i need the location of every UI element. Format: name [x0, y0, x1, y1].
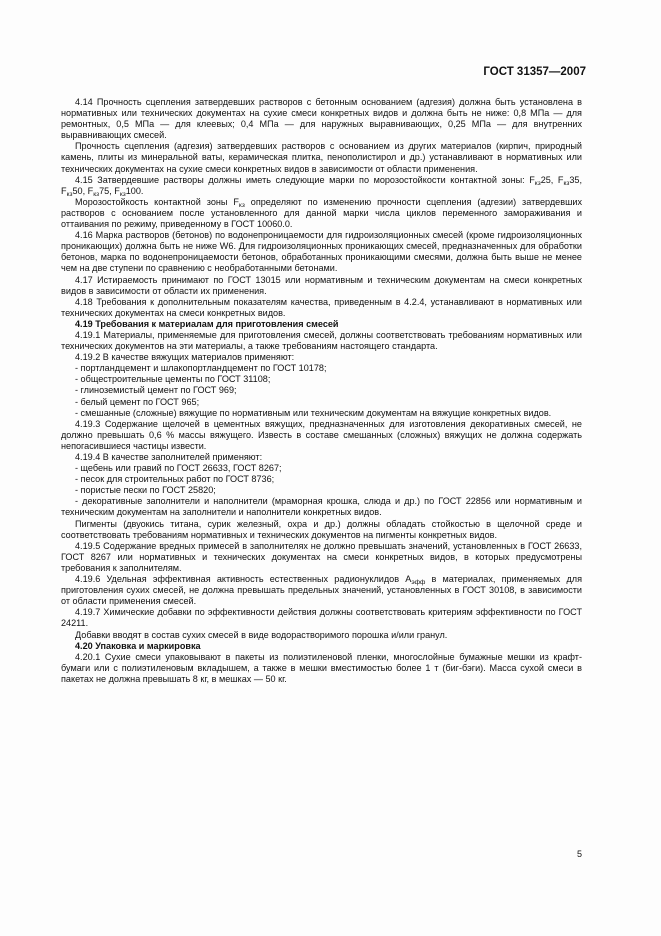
list-item: - декоративные заполнители и наполнители (мраморная крошка, слюда и др.) по ГОСТ 22856 или нормативным и техническим документам на заполнители и наполнители конкретных видов.: [61, 496, 582, 518]
list-item: - щебень или гравий по ГОСТ 26633, ГОСТ 8267;: [75, 463, 282, 474]
paragraph-adhesion-other: Прочность сцепления (адгезия) затвердевших растворов с основанием из других материалов (кирпич, природный камень, плиты из минеральной ваты, керамическая плитка, пенополистирол и др.) устанавливают в нормативных или технических документах на сухие смеси конкретных видов в зависимости от области применения.: [61, 141, 582, 174]
section-heading-4-19: 4.19 Требования к материалам для приготовления смесей: [75, 318, 339, 329]
document-body: [61, 97, 582, 685]
list-item: - песок для строительных работ по ГОСТ 8736;: [75, 474, 275, 485]
paragraph-4-19-6: 4.19.6 Удельная эффективная активность естественных радионуклидов $А_{эфф}$ в материалах, применяемых для приготовления сухих смесей, не должна превышать предельных значений, установленных в ГОСТ 30108, в зависимости от области применения смесей.: [61, 574, 583, 607]
list-item: - смешанные (сложные) вяжущие по нормативным или техническим документам на вяжущие конкретных видов.: [75, 407, 552, 418]
paragraph-4-20-1: 4.20.1 Сухие смеси упаковывают в пакеты из полиэтиленовой пленки, многослойные бумажные мешки из крафт-бумаги или с полиэтиленовым вкладышем, а также в мешки вместимостью более 1 т (биг-бэги). Масса сухой смеси в пакетах не должна превышать 8 кг, в мешках — 50 кг.: [61, 651, 582, 684]
paragraph-4-17: 4.17 Истираемость принимают по ГОСТ 13015 или нормативным и техническим документам на смеси конкретных видов в зависимости от области их применения.: [61, 274, 582, 296]
paragraph-4-19-7: 4.19.7 Химические добавки по эффективности действия должны соответствовать критериям эффективности по ГОСТ 24211.: [61, 607, 582, 629]
paragraph-4-15: 4.15 Затвердевшие растворы должны иметь следующие марки по морозостойкости контактной зоны: $F_{кз}25$, $F_{кз}35$, $F_{кз}50$, $F_{кз}75$, $F_{кз}100$.: [61, 174, 582, 198]
paragraph-4-14: 4.14 Прочность сцепления затвердевших растворов с бетонным основанием (адгезия) должна быть установлена в нормативных или технических документах на сухие смеси конкретных видов и должна быть не ниже: 0,8 МПа — для ремонтных, 0,5 МПа — для клеевых; 0,4 МПа — для наружных выравнивающих, 0,25 МПа — для внутренних выравнивающих смесей.: [61, 97, 582, 141]
paragraph-4-16: 4.16 Марка растворов (бетонов) по водонепроницаемости для гидроизоляционных смесей (кроме гидроизоляционных проникающих) должна быть не ниже W6. Для гидроизоляционных проникающих смесей, предназначенных для обработки бетонов, марка по водонепроницаемости бетонов, обработанных проникающими смесями, должна быть выше не менее чем на две ступени по сравнению с необработанными бетонами.: [61, 230, 582, 274]
paragraph-4-19-4: 4.19.4 В качестве заполнителей применяют:: [75, 452, 263, 462]
page-number: 5: [577, 849, 583, 859]
paragraph-additives: Добавки вводят в состав сухих смесей в виде водорастворимого порошка и/или гранул.: [75, 629, 448, 640]
paragraph-4-19-1: 4.19.1 Материалы, применяемые для приготовления смесей, должны соответствовать требованиям нормативных или технических документов на эти материалы, а также требованиям настоящего стандарта.: [61, 329, 582, 352]
list-item: - пористые пески по ГОСТ 25820;: [75, 485, 216, 496]
paragraph-pigments: Пигменты (двуокись титана, сурик железный, охра и др.) должны обладать стойкостью в щелочной среде и соответствовать требованиям нормативных и технических документов на пигменты конкретных видов.: [61, 518, 582, 540]
document-header: ГОСТ 31357—2007: [483, 66, 586, 78]
paragraph-4-18: 4.18 Требования к дополнительным показателям качества, приведенным в 4.2.4, устанавливают в нормативных или технических документах на смеси конкретных видов.: [61, 296, 582, 318]
paragraph-frost-resistance: Морозостойкость контактной зоны $F_{кз}$ определяют по изменению прочности сцепления (адгезии) затвердевших растворов с основанием после установленного для данной марки числа циклов переменного замораживания и оттаивания по режиму, приведенному в ГОСТ 10060.0.: [61, 196, 582, 230]
list-item: - портландцемент и шлакопортландцемент по ГОСТ 10178;: [75, 363, 327, 374]
section-heading-4-20: 4.20 Упаковка и маркировка: [75, 640, 201, 651]
paragraph-4-19-5: 4.19.5 Содержание вредных примесей в заполнителях не должно превышать значений, установленных в ГОСТ 26633, ГОСТ 8267 или нормативных и технических документах на смеси конкретных видов, в которых предусмотрены требования к заполнителям.: [61, 540, 582, 573]
list-item: - глиноземистый цемент по ГОСТ 969;: [75, 385, 237, 396]
paragraph-4-19-2: 4.19.2 В качестве вяжущих материалов применяют:: [75, 352, 295, 363]
list-item: - общестроительные цементы по ГОСТ 31108;: [75, 374, 271, 385]
list-item: - белый цемент по ГОСТ 965;: [75, 396, 200, 407]
paragraph-4-19-3: 4.19.3 Содержание щелочей в цементных вяжущих, предназначенных для изготовления декоративных смесей, не должно превышать 0,6 % массы вяжущего. Известь в составе смешанных (сложных) вяжущих не должна содержать непогасившиеся частицы извести.: [61, 418, 582, 451]
